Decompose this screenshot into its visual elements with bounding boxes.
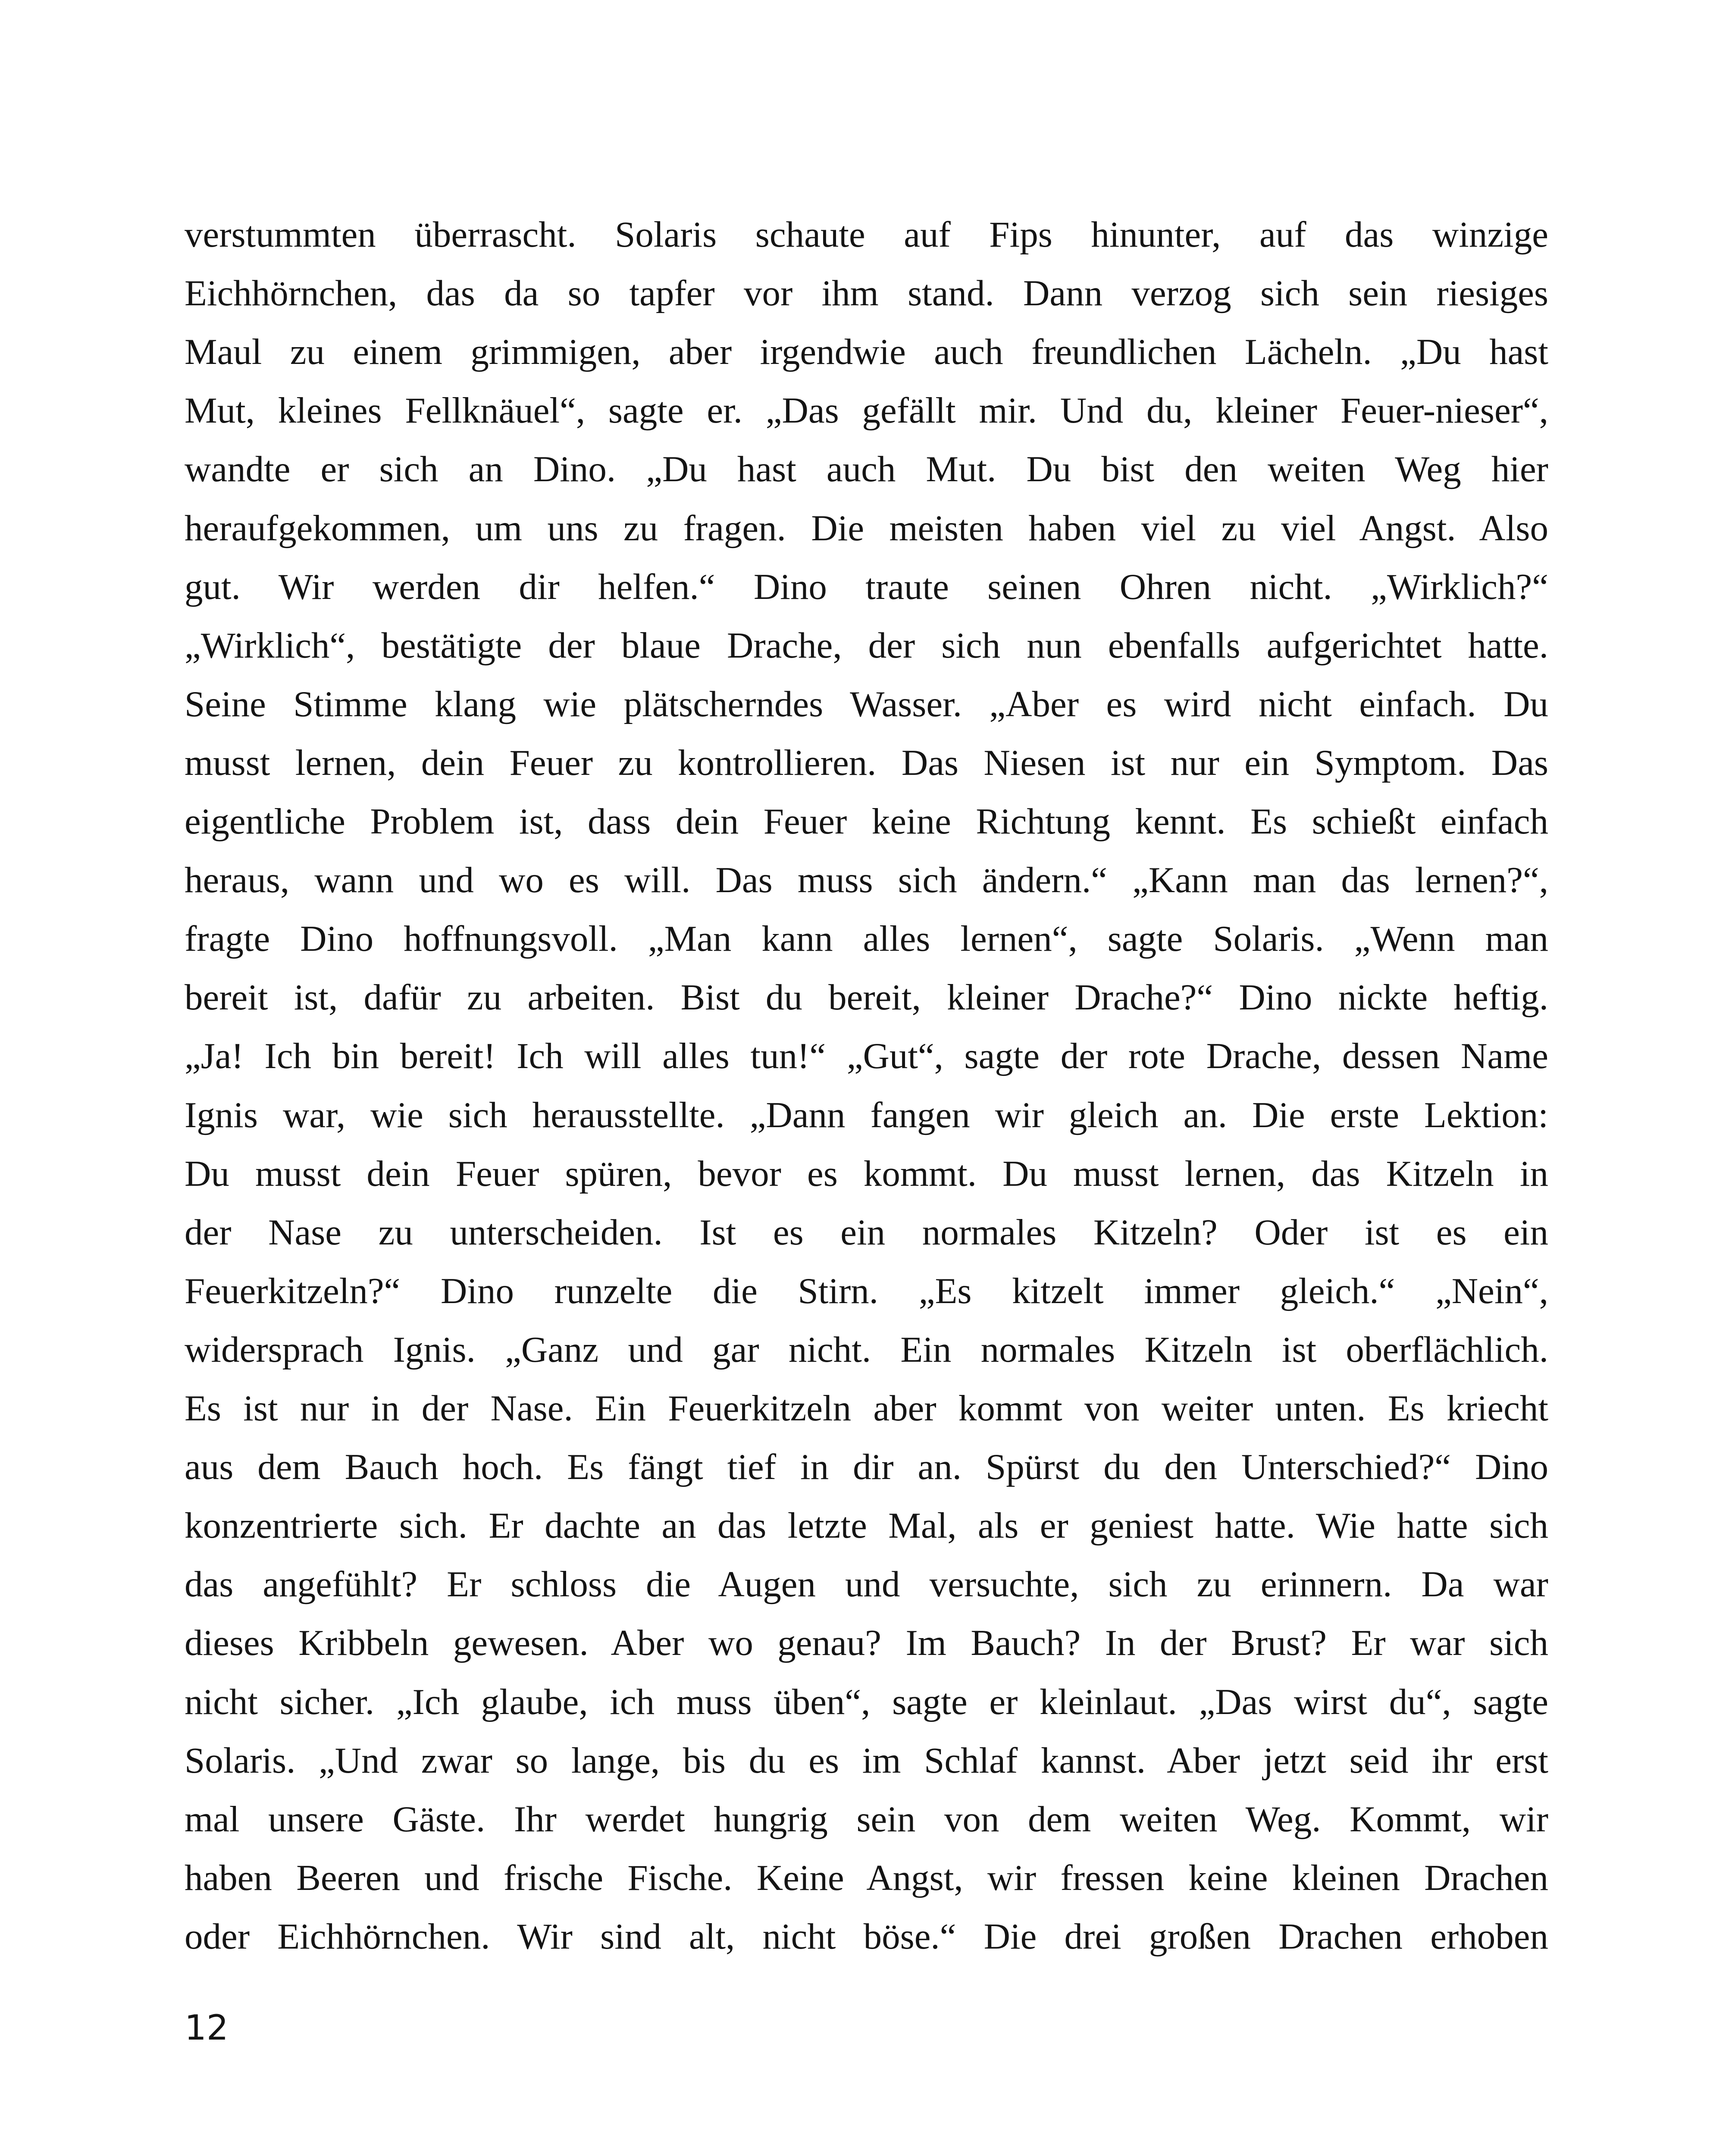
text-line: gut. Wir werden dir helfen.“ Dino traute seinen Ohren nicht. „Wirklich?“ bbox=[185, 567, 1548, 607]
text-line: Eichhörnchen, das da so tapfer vor ihm stand. Dann verzog sich sein riesiges bbox=[185, 273, 1548, 313]
text-line: Solaris. „Und zwar so lange, bis du es im Schlaf kannst. Aber jetzt seid ihr erst bbox=[185, 1740, 1548, 1781]
text-line: Maul zu einem grimmigen, aber irgendwie auch freundlichen Lächeln. „Du hast bbox=[185, 332, 1548, 372]
text-line: Du musst dein Feuer spüren, bevor es kommt. Du musst lernen, das Kitzeln in bbox=[185, 1153, 1548, 1194]
text-line: konzentrierte sich. Er dachte an das letzte Mal, als er geniest hatte. Wie hatte sich bbox=[185, 1505, 1548, 1546]
text-line: Seine Stimme klang wie plätscherndes Wasser. „Aber es wird nicht einfach. Du bbox=[185, 684, 1548, 724]
text-line: fragte Dino hoffnungsvoll. „Man kann alles lernen“, sagte Solaris. „Wenn man bbox=[185, 918, 1548, 959]
text-line: haben Beeren und frische Fische. Keine Angst, wir fressen keine kleinen Drachen bbox=[185, 1858, 1548, 1898]
text-line: „Wirklich“, bestätigte der blaue Drache, der sich nun ebenfalls aufgerichtet hatte. bbox=[185, 625, 1548, 666]
text-line: nicht sicher. „Ich glaube, ich muss üben“, sagte er kleinlaut. „Das wirst du“, sagte bbox=[185, 1682, 1548, 1722]
text-line: „Ja! Ich bin bereit! Ich will alles tun!“ „Gut“, sagte der rote Drache, dessen Name bbox=[185, 1036, 1548, 1076]
page-number: 12 bbox=[185, 2008, 229, 2048]
text-line: heraufgekommen, um uns zu fragen. Die meisten haben viel zu viel Angst. Also bbox=[185, 508, 1548, 548]
text-line: widersprach Ignis. „Ganz und gar nicht. Ein normales Kitzeln ist oberflächlich. bbox=[185, 1329, 1548, 1370]
text-line: mal unsere Gäste. Ihr werdet hungrig sein von dem weiten Weg. Kommt, wir bbox=[185, 1799, 1548, 1839]
text-line: der Nase zu unterscheiden. Ist es ein normales Kitzeln? Oder ist es ein bbox=[185, 1212, 1548, 1253]
text-line: verstummten überrascht. Solaris schaute auf Fips hinunter, auf das winzige bbox=[185, 214, 1548, 255]
text-line: heraus, wann und wo es will. Das muss sich ändern.“ „Kann man das lernen?“, bbox=[185, 860, 1548, 900]
text-line: Ignis war, wie sich herausstellte. „Dann fangen wir gleich an. Die erste Lektion: bbox=[185, 1095, 1548, 1135]
text-line: bereit ist, dafür zu arbeiten. Bist du bereit, kleiner Drache?“ Dino nickte heftig. bbox=[185, 977, 1548, 1018]
text-line: Es ist nur in der Nase. Ein Feuerkitzeln aber kommt von weiter unten. Es kriecht bbox=[185, 1388, 1548, 1429]
text-line: Mut, kleines Fellknäuel“, sagte er. „Das gefällt mir. Und du, kleiner Feuer-nieser“, bbox=[185, 390, 1548, 431]
text-line: das angefühlt? Er schloss die Augen und versuchte, sich zu erinnern. Da war bbox=[185, 1564, 1548, 1604]
text-line: oder Eichhörnchen. Wir sind alt, nicht böse.“ Die drei großen Drachen erhoben bbox=[185, 1916, 1548, 1957]
text-line: musst lernen, dein Feuer zu kontrollieren. Das Niesen ist nur ein Symptom. Das bbox=[185, 743, 1548, 783]
text-line: eigentliche Problem ist, dass dein Feuer keine Richtung kennt. Es schießt einfach bbox=[185, 801, 1548, 842]
text-line: Feuerkitzeln?“ Dino runzelte die Stirn. „Es kitzelt immer gleich.“ „Nein“, bbox=[185, 1271, 1548, 1311]
text-line: aus dem Bauch hoch. Es fängt tief in dir an. Spürst du den Unterschied?“ Dino bbox=[185, 1447, 1548, 1487]
text-line: wandte er sich an Dino. „Du hast auch Mut. Du bist den weiten Weg hier bbox=[185, 449, 1548, 489]
text-line: dieses Kribbeln gewesen. Aber wo genau? Im Bauch? In der Brust? Er war sich bbox=[185, 1623, 1548, 1663]
